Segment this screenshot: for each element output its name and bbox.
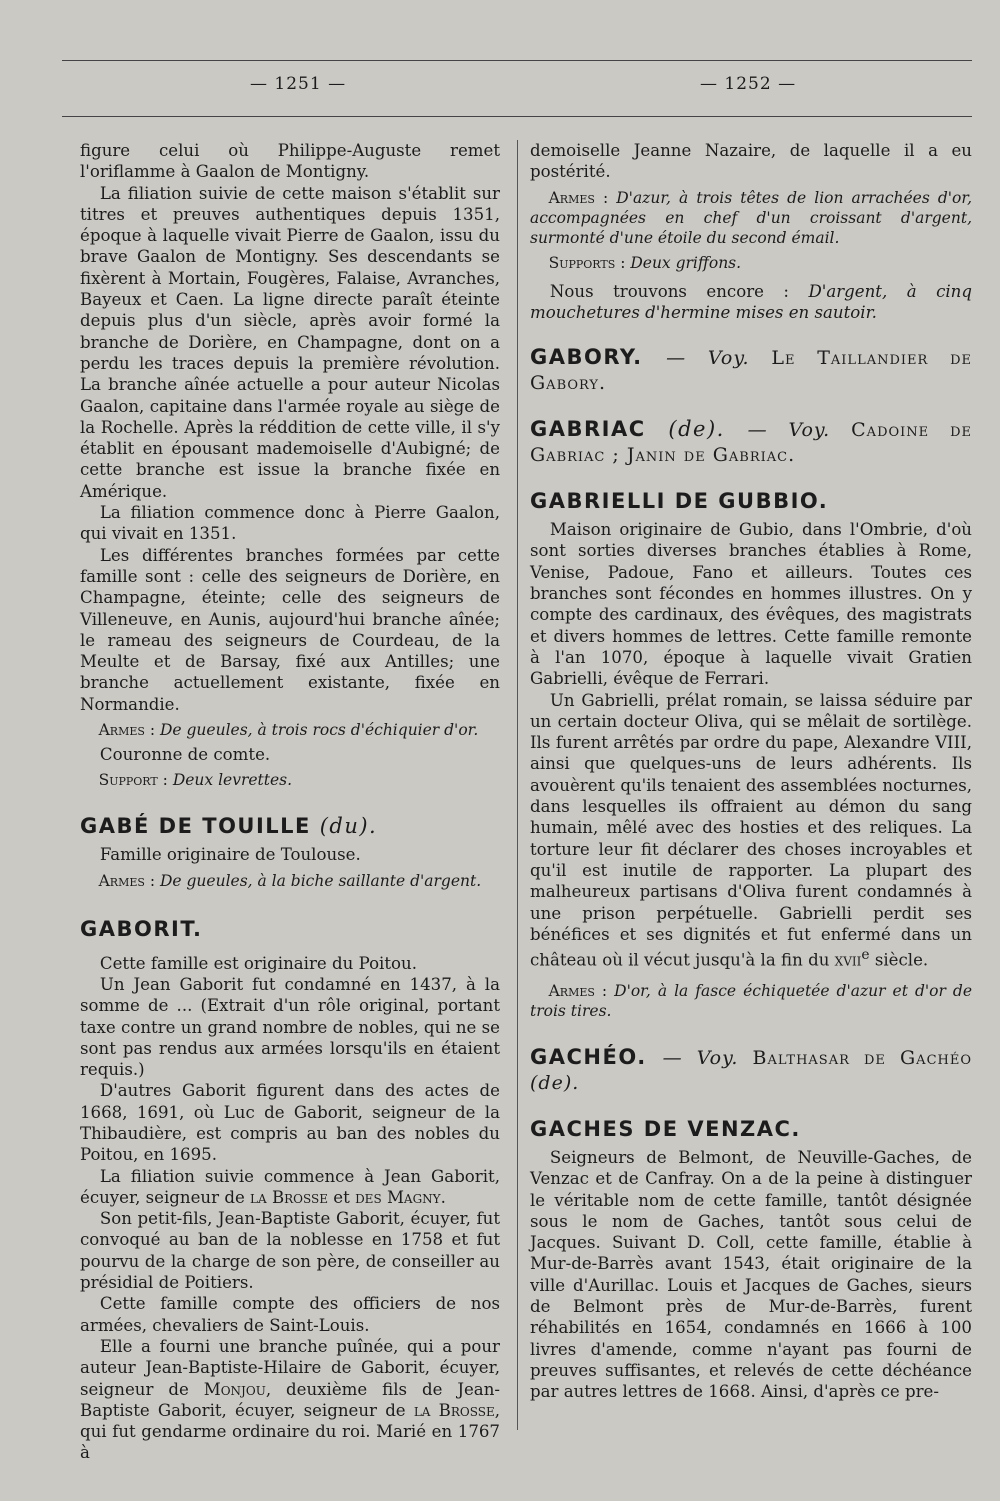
support-label: Support: [98, 771, 158, 790]
armes-label: Armes: [98, 871, 145, 890]
paragraph: [80, 1166, 500, 1209]
place-name: des Magny: [355, 1187, 441, 1207]
right-column: [530, 140, 972, 1403]
place-name: la Brosse: [413, 1400, 495, 1420]
paragraph: figure celui où Philippe-Auguste remet l'oriflamme à Gaalon de Montigny.: [80, 141, 500, 182]
armes-label: Armes: [548, 188, 595, 207]
armes-text: D'azur, à trois têtes de lion arrachées d'or, accompagnées en chef d'un croissant d'argent, surmonté d'une étoile du second émail.: [530, 188, 972, 247]
armes-label: Armes: [98, 721, 145, 740]
armes-text: De gueules, à trois rocs d'échiquier d'or.: [159, 721, 479, 740]
paragraph: La filiation suivie de cette maison s'établit sur titres et preuves authentiques depuis 1351, époque à laquelle vivait Pierre de Gaalon, issu du brave Gaalon de Montigny. Ses descendants se fixèrent à Mortain, Fougères, Falaise, Avranches, Bayeux et Caen. La ligne directe paraît éteinte depuis plus d'un siècle, après avoir formé la branche de Dorière, en Champagne, dont on a perdu les traces depuis la première révolution. La branche aînée actuelle a pour auteur Nicolas Gaalon, capitaine dans l'armée royale au siège de la Rochelle. Après la réddition de cette ville, il s'y établit en épousant mademoiselle d'Aubigné; de cette branche est issue la branche fixée en Amérique.: [80, 183, 500, 501]
entry-heading-gabory: [530, 345, 972, 395]
right-page-number: — 1252 —: [700, 74, 797, 94]
supports-line: Supports : Deux griffons.: [548, 253, 742, 272]
heading-title: GABORY.: [530, 345, 643, 370]
text-run: La filiation suivie commence à Jean Gaborit, écuyer, seigneur de: [80, 1166, 500, 1207]
armes-text: De gueules, à la biche saillante d'argent.: [159, 871, 482, 890]
text-run: Un Gabrielli, prélat romain, se laissa séduire par un certain docteur Oliva, qui se mêlait de sortilège. Ils furent arrêtés par ordre du pape, Alexandre VIII, ainsi que quelques-uns de leurs adhérents. Ils avouèrent qu'ils tenaient des assemblées nocturnes, dans lesquelles ils offraient au démon du sang humain, mêlé avec des hosties et des reliques. La torture leur fit déclarer des choses incroyables et qu'il est inutile de rapporter. La plupart des malheureux partisans d'Oliva furent condamnés à une prison perpétuelle. Gabrielli perdit ses bénéfices et ses dignités et fut enfermé dans un château où il vécut jusqu'à la fin du: [530, 690, 972, 970]
cross-reference: Le Taillandier de Gabory.: [530, 347, 972, 395]
entry-heading-gaborit: GABORIT.: [80, 916, 203, 941]
voy-label: — Voy.: [747, 419, 831, 442]
text-run: .: [440, 1187, 446, 1207]
place-name: la Brosse: [250, 1187, 329, 1207]
text-run: siècle.: [869, 950, 929, 970]
heading-particle: (de).: [668, 417, 725, 442]
blazon-text: D'argent, à cinq mouchetures d'hermine mises en sautoir.: [530, 281, 972, 322]
paragraph: Cette famille compte des officiers de nos armées, chevaliers de Saint-Louis.: [80, 1294, 500, 1335]
heading-particle: (de).: [530, 1071, 580, 1094]
armes-label: Armes: [548, 981, 595, 1000]
column-divider: [517, 140, 518, 1430]
text-run: , deuxième fils de Jean-Baptiste Gaborit, écuyer, seigneur de: [80, 1379, 500, 1420]
paragraph: Maison originaire de Gubio, dans l'Ombrie, d'où sont sorties diverses branches établies à Rome, Venise, Padoue, Fano et ailleurs. Toutes ces branches sont fécondes en hommes illustres. On y compte des cardinaux, des évêques, des magistrats et divers hommes de lettres. Cette famille remonte à l'an 1070, époque à laquelle vivait Gratien Gabrielli, évêque de Ferrari.: [530, 520, 972, 689]
paragraph: Son petit-fils, Jean-Baptiste Gaborit, écuyer, fut convoqué au ban de la noblesse en 1758 et fut pourvu de la charge de son père, de conseiller au présidial de Poitiers.: [80, 1209, 500, 1293]
entry-heading-gacheo: [530, 1045, 972, 1095]
paragraph: D'autres Gaborit figurent dans des actes de 1668, 1691, où Luc de Gaborit, seigneur de la Thibaudière, est compris au ban des nobles du Poitou, en 1695.: [80, 1081, 500, 1165]
armes-line: Armes : De gueules, à la biche saillante d'argent.: [98, 871, 482, 890]
heading-particle: (du).: [319, 814, 378, 839]
heading-title: GABÉ DE TOUILLE: [80, 814, 311, 839]
entry-heading-gabe: [80, 814, 500, 838]
voy-label: — Voy.: [662, 1046, 739, 1069]
paragraph: La filiation commence donc à Pierre Gaalon, qui vivait en 1351.: [80, 503, 500, 544]
left-column: [80, 140, 500, 1464]
paragraph: Les différentes branches formées par cette famille sont : celle des seigneurs de Dorière, en Champagne, éteinte; celle des seigneurs de Villeneuve, en Aunis, aujourd'hui branche aînée; le rameau des seigneurs de Courdeau, de la Meulte et de Barsay, fixé aux Antilles; une branche actuellement existante, fixée en Normandie.: [80, 545, 500, 714]
text-run: Elle a fourni une branche puînée, qui a pour auteur Jean-Baptiste-Hilaire de Gaborit, écuyer, seigneur de: [80, 1336, 500, 1399]
header-rule: [62, 116, 972, 117]
supports-text: Deux griffons.: [630, 253, 742, 272]
left-page-number: — 1251 —: [250, 74, 347, 94]
entry-heading-gabriac: [530, 417, 972, 467]
entry-heading-gaches: GACHES DE VENZAC.: [530, 1116, 801, 1141]
paragraph: Famille originaire de Toulouse.: [99, 845, 361, 865]
paragraph: [530, 690, 972, 971]
cross-reference: Cadoine de Gabriac ; Janin de Gabriac.: [530, 419, 973, 467]
superscript: e: [861, 947, 870, 964]
supports-label: Supports: [548, 253, 616, 272]
armes-text: D'or, à la fasce échiquetée d'azur et d'or de trois tires.: [530, 981, 972, 1020]
top-rule: [62, 60, 972, 61]
paragraph: Seigneurs de Belmont, de Neuville-Gaches, de Venzac et de Canfray. On a de la peine à distinguer le véritable nom de cette famille, tantôt désignée sous le nom de Gaches, tantôt sous celui de Jacques. Suivant D. Coll, cette famille, établie à Mur-de-Barrès avant 1543, était originaire de la ville d'Aurillac. Louis et Jacques de Gaches, sieurs de Belmont près de Mur-de-Barrès, furent réhabilités en 1654, condamnés en 1666 à 100 livres d'amende, comme n'ayant pas fourni de preuves suffisantes, et relevés de cette déchéance par autres lettres de 1668. Ainsi, d'après ce pre-: [530, 1147, 972, 1402]
paragraph: [80, 1336, 500, 1464]
armes-line: Armes : De gueules, à trois rocs d'échiquier d'or.: [98, 721, 479, 740]
text-run: Nous trouvons encore :: [549, 281, 809, 301]
paragraph: Un Jean Gaborit fut condamné en 1437, à la somme de ... (Extrait d'un rôle original, portant taxe contre un grand nombre de nobles, qui ne se sont pas rendus aux armées lorsqu'ils en étaient requis.): [80, 974, 500, 1080]
text-run: , qui fut gendarme ordinaire du roi. Marié en 1767 à: [80, 1400, 500, 1463]
armes-line: Armes : D'or, à la fasce échiquetée d'azur et d'or de trois tires.: [530, 981, 972, 1020]
paragraph: demoiselle Jeanne Nazaire, de laquelle il a eu postérité.: [530, 141, 972, 182]
paragraph: Cette famille est originaire du Poitou.: [99, 953, 417, 973]
cross-reference: Balthasar de Gachéo: [752, 1046, 973, 1069]
paragraph: [530, 281, 972, 324]
text-run: et: [328, 1187, 356, 1207]
place-name: Monjou: [203, 1379, 266, 1399]
voy-label: — Voy.: [666, 347, 750, 370]
armes-line: Armes : D'azur, à trois têtes de lion arrachées d'or, accompagnées en chef d'un croissant d'argent, surmonté d'une étoile du second émail.: [530, 188, 972, 247]
entry-heading-gabrielli: GABRIELLI DE GUBBIO.: [530, 489, 829, 514]
heading-title: GACHÉO.: [530, 1044, 647, 1069]
couronne-line: Couronne de comte.: [99, 745, 271, 765]
support-text: Deux levrettes.: [172, 771, 293, 790]
heading-title: GABRIAC: [530, 417, 646, 442]
support-line: Support : Deux levrettes.: [98, 771, 293, 790]
century-numeral: xvii: [834, 950, 862, 970]
